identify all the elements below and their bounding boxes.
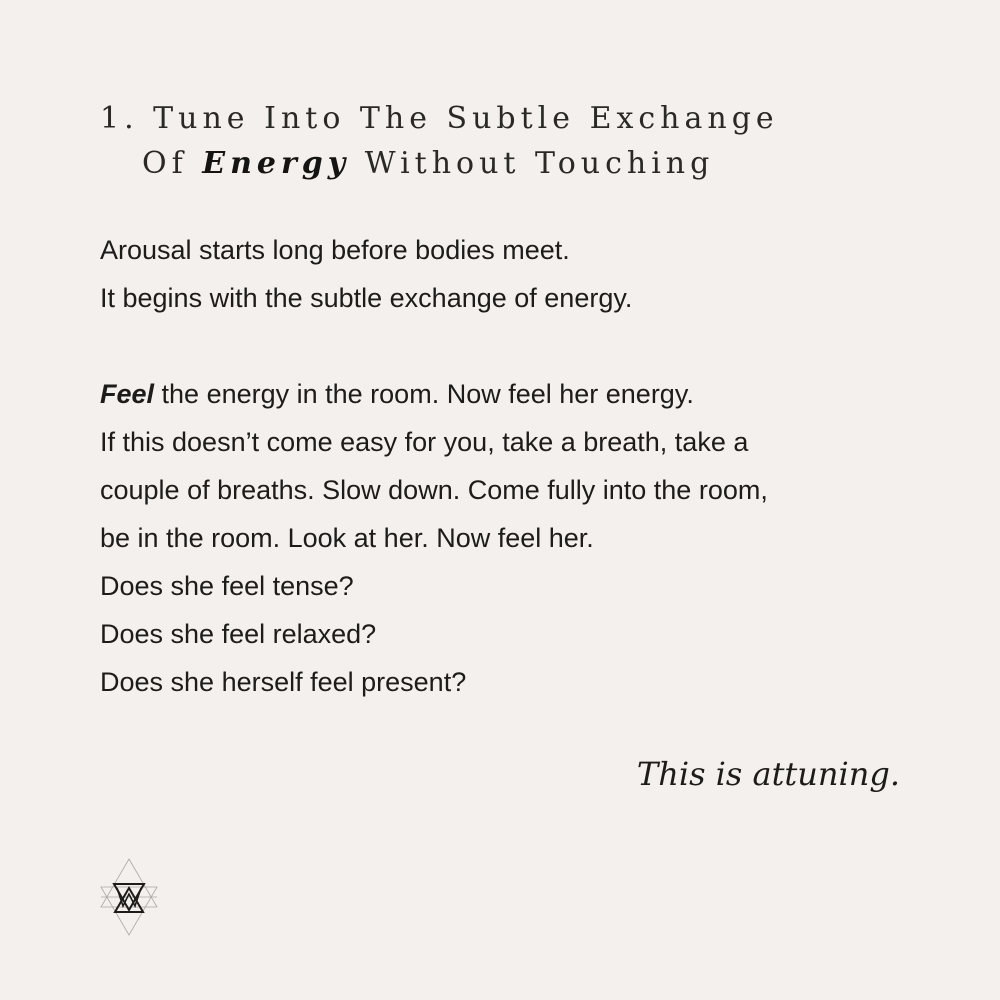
sacred-geometry-triangles-icon [98,856,160,938]
body-line: Arousal starts long before bodies meet. [100,235,570,265]
body-line-rest: the energy in the room. Now feel her energy. [154,379,694,409]
closing-statement: This is attuning. [636,755,900,793]
paragraph-gap [100,322,920,370]
body-line: Does she herself feel present? [100,667,467,697]
body-line: Does she feel tense? [100,571,354,601]
heading-emphasis-word: Energy [202,146,351,181]
body-line: be in the room. Look at her. Now feel her. [100,523,594,553]
body-line [100,370,920,418]
emphasis-lead-word: Feel [100,379,155,409]
body-line: It begins with the subtle exchange of energy. [100,283,633,313]
body-line: Does she feel relaxed? [100,619,377,649]
heading-line-2-suffix: Without Touching [350,146,715,181]
heading-line-2 [100,141,920,186]
body-line: If this doesn’t come easy for you, take a breath, take a [100,427,749,457]
body-text [100,226,920,706]
heading-line-1: 1. Tune Into The Subtle Exchange [100,101,779,136]
body-line: couple of breaths. Slow down. Come fully into the room, [100,475,768,505]
section-heading [100,96,920,186]
heading-line-2-prefix: Of [142,146,203,181]
